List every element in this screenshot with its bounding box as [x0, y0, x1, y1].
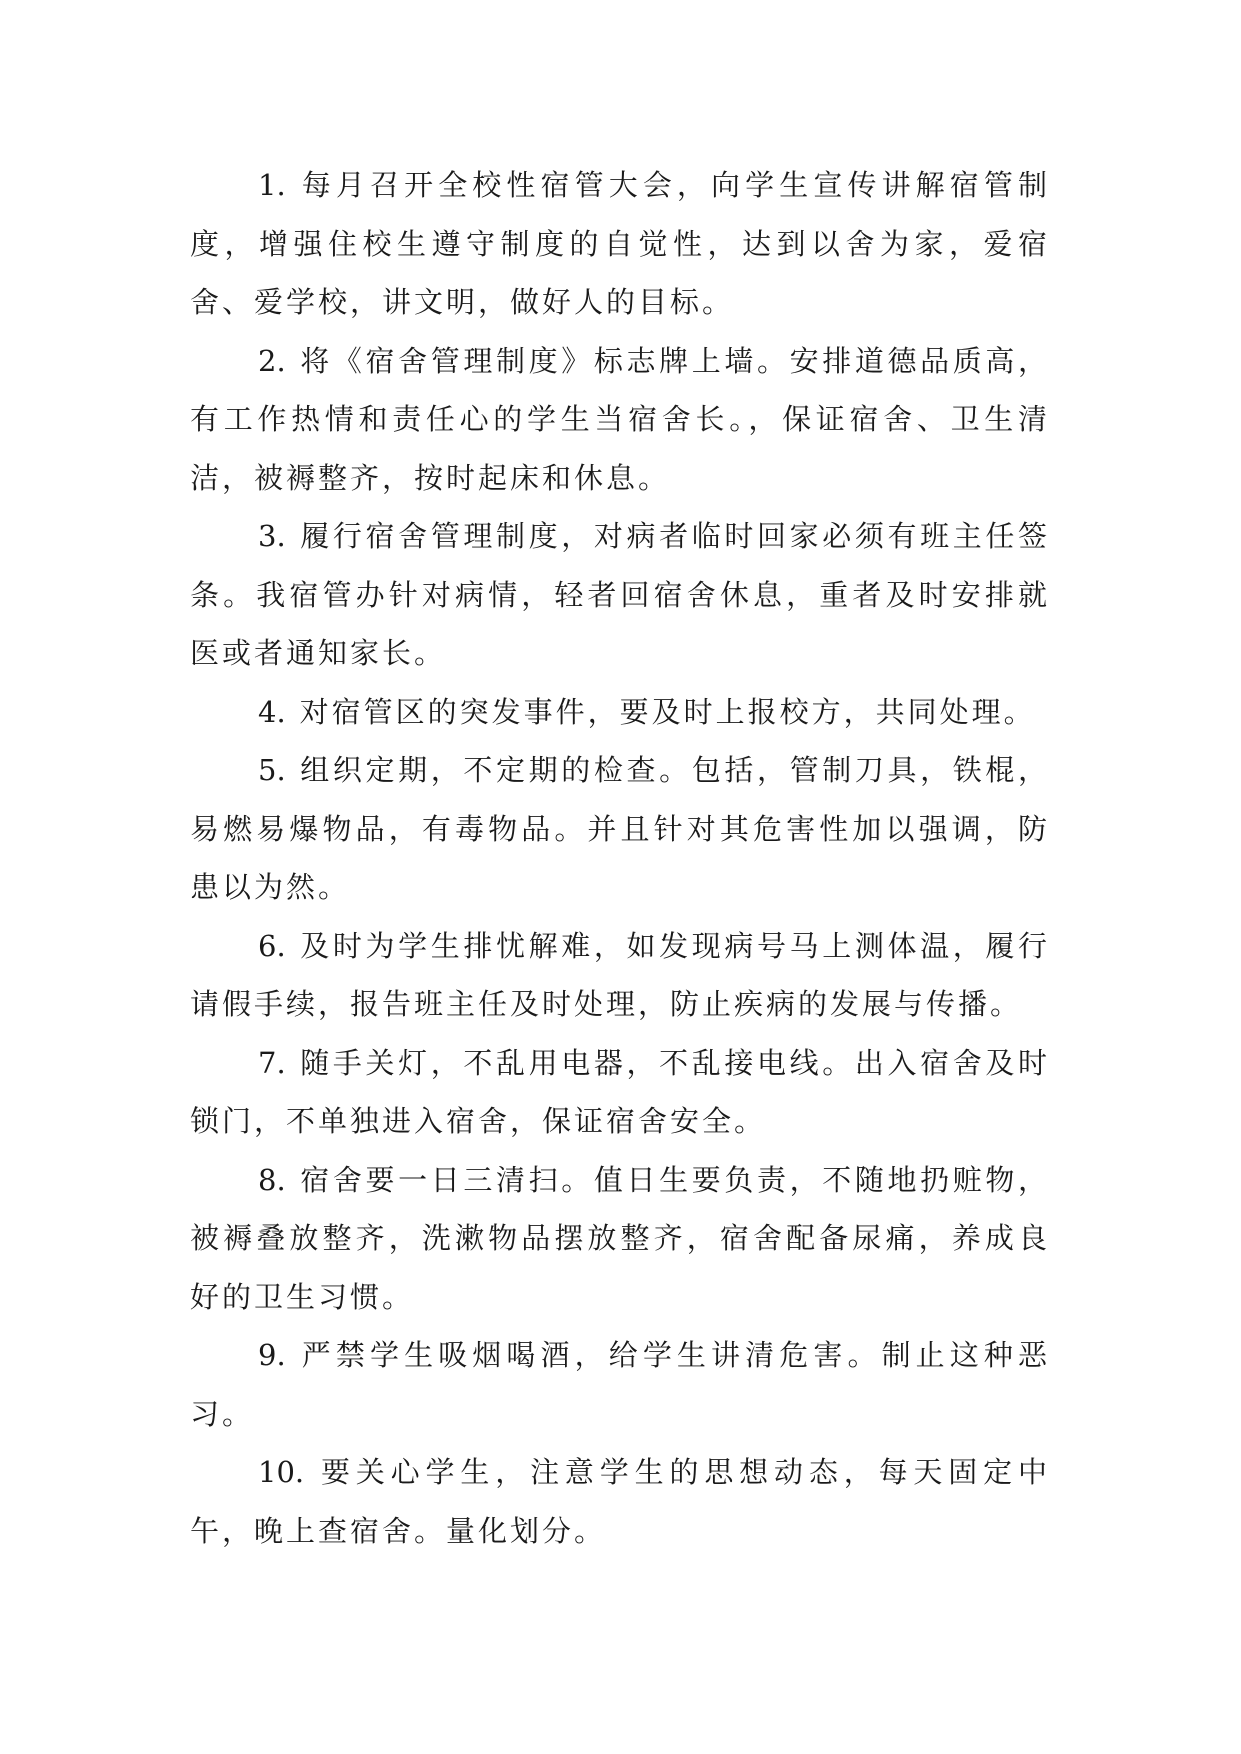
paragraph-number: 2.: [258, 343, 286, 378]
paragraph-text: 严禁学生吸烟喝酒，给学生讲清危害。制止这种恶习。: [190, 1338, 1050, 1431]
paragraph-9: [190, 1326, 1050, 1443]
paragraph-3: [190, 507, 1050, 683]
paragraph-number: 5.: [258, 753, 286, 787]
paragraph-1: [190, 156, 1050, 332]
paragraph-6: [190, 917, 1050, 1034]
paragraph-number: 4.: [258, 694, 286, 729]
paragraph-4: [190, 683, 1050, 742]
paragraph-7: [190, 1034, 1050, 1151]
paragraph-text: 要关心学生，注意学生的思想动态，每天固定中午，晚上查宿舍。量化划分。: [190, 1455, 1050, 1548]
paragraph-text: 对宿管区的突发事件，要及时上报校方，共同处理。: [299, 694, 1036, 729]
paragraph-number: 6.: [258, 928, 286, 963]
paragraph-number: 3.: [258, 519, 286, 553]
paragraph-number: 8.: [258, 1162, 286, 1197]
document-body: [190, 156, 1050, 1560]
paragraph-text: 将《宿舍管理制度》标志牌上墙。安排道德品质高，有工作热情和责任心的学生当宿舍长。，保证宿舍、卫生清洁，被褥整齐，按时起床和休息。: [190, 343, 1050, 495]
paragraph-10: [190, 1443, 1050, 1560]
paragraph-number: 9.: [258, 1338, 286, 1372]
paragraph-8: [190, 1151, 1050, 1327]
paragraph-2: [190, 332, 1050, 508]
paragraph-text: 履行宿舍管理制度，对病者临时回家必须有班主任签条。我宿管办针对病情，轻者回宿舍休息，重者及时安排就医或者通知家长。: [190, 519, 1050, 670]
paragraph-text: 组织定期，不定期的检查。包括，管制刀具，铁棍，易燃易爆物品，有毒物品。并且针对其危害性加以强调，防患以为然。: [190, 753, 1050, 904]
paragraph-number: 10.: [258, 1455, 305, 1489]
paragraph-number: 7.: [258, 1045, 286, 1080]
paragraph-5: [190, 741, 1050, 917]
paragraph-text: 宿舍要一日三清扫。值日生要负责，不随地扔赃物，被褥叠放整齐，洗漱物品摆放整齐，宿舍配备尿痛，养成良好的卫生习惯。: [190, 1162, 1050, 1314]
paragraph-text: 每月召开全校性宿管大会，向学生宣传讲解宿管制度，增强住校生遵守制度的自觉性，达到以舍为家，爱宿舍、爱学校，讲文明，做好人的目标。: [190, 168, 1050, 319]
paragraph-text: 及时为学生排忧解难，如发现病号马上测体温，履行请假手续，报告班主任及时处理，防止疾病的发展与传播。: [190, 928, 1050, 1021]
paragraph-number: 1.: [258, 168, 286, 202]
paragraph-text: 随手关灯，不乱用电器，不乱接电线。出入宿舍及时锁门，不单独进入宿舍，保证宿舍安全。: [190, 1045, 1050, 1138]
